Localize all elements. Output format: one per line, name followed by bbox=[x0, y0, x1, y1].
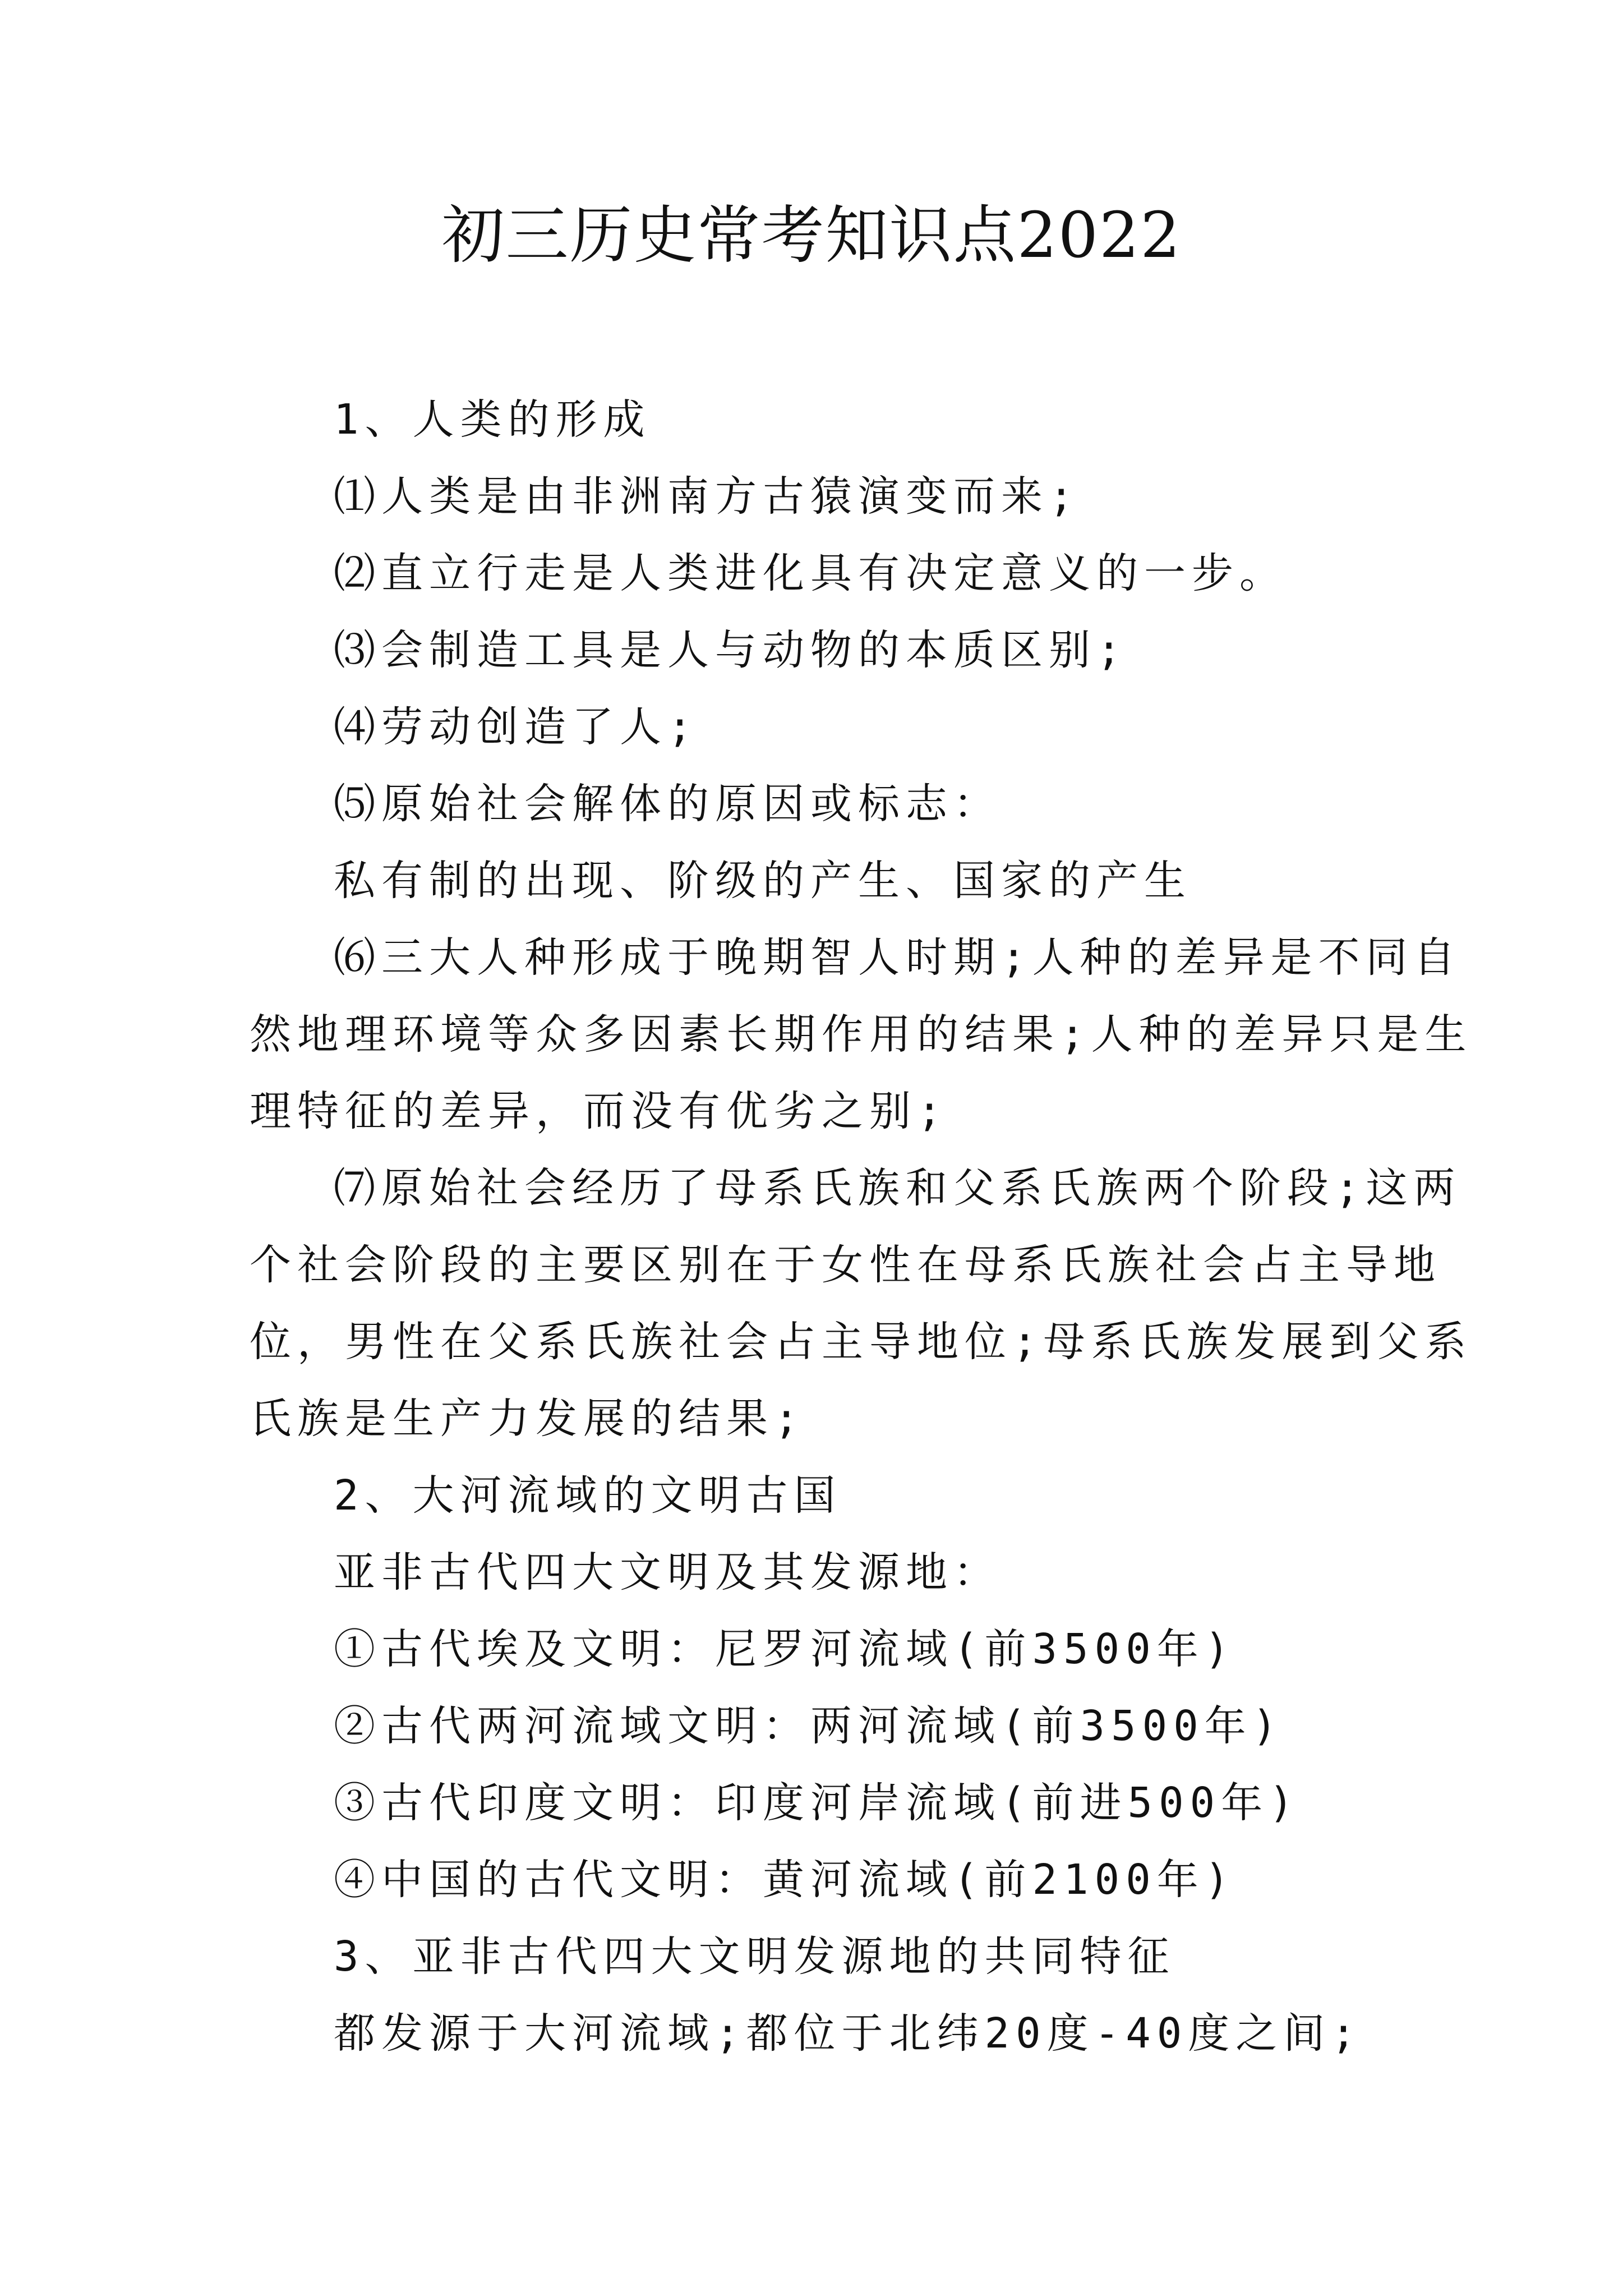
document-title: 初三历史常考知识点2022 bbox=[441, 199, 1182, 272]
paragraph-continuation: 理特征的差异，而没有优劣之别; bbox=[250, 1087, 948, 1135]
paragraph-continuation: 位，男性在父系氏族社会占主导地位;母系氏族发展到父系 bbox=[250, 1318, 1473, 1366]
paragraph: ⑵直立行走是人类进化具有决定意义的一步。 bbox=[334, 549, 1287, 597]
paragraph: ⑹三大人种形成于晚期智人时期;人种的差异是不同自 bbox=[334, 933, 1461, 982]
paragraph: ②古代两河流域文明：两河流域(前3500年) bbox=[334, 1702, 1284, 1750]
paragraph: ⑴人类是由非洲南方古猿演变而来; bbox=[334, 472, 1080, 521]
paragraph: 3、亚非古代四大文明发源地的共同特征 bbox=[334, 1932, 1175, 1981]
paragraph: ⑷劳动创造了人; bbox=[334, 703, 699, 751]
paragraph: 私有制的出现、阶级的产生、国家的产生 bbox=[334, 857, 1192, 905]
paragraph-continuation: 个社会阶段的主要区别在于女性在母系氏族社会占主导地 bbox=[250, 1241, 1441, 1289]
paragraph: 2、大河流域的文明古国 bbox=[334, 1471, 842, 1520]
paragraph: 1、人类的形成 bbox=[334, 395, 651, 444]
paragraph: ④中国的古代文明：黄河流域(前2100年) bbox=[334, 1856, 1236, 1904]
paragraph: ①古代埃及文明：尼罗河流域(前3500年) bbox=[334, 1625, 1236, 1673]
paragraph-continuation: 然地理环境等众多因素长期作用的结果;人种的差异只是生 bbox=[250, 1010, 1473, 1059]
document-body bbox=[250, 381, 1473, 2072]
paragraph: ⑸原始社会解体的原因或标志： bbox=[334, 780, 1001, 828]
paragraph-continuation: 氏族是生产力发展的结果; bbox=[250, 1395, 805, 1443]
paragraph: 都发源于大河流域;都位于北纬20度-40度之间; bbox=[334, 2009, 1362, 2058]
paragraph: ③古代印度文明：印度河岸流域(前进500年) bbox=[334, 1779, 1300, 1827]
paragraph: ⑶会制造工具是人与动物的本质区别; bbox=[334, 626, 1128, 674]
paragraph: 亚非古代四大文明及其发源地： bbox=[334, 1548, 1001, 1596]
paragraph: ⑺原始社会经历了母系氏族和父系氏族两个阶段;这两 bbox=[334, 1164, 1461, 1212]
